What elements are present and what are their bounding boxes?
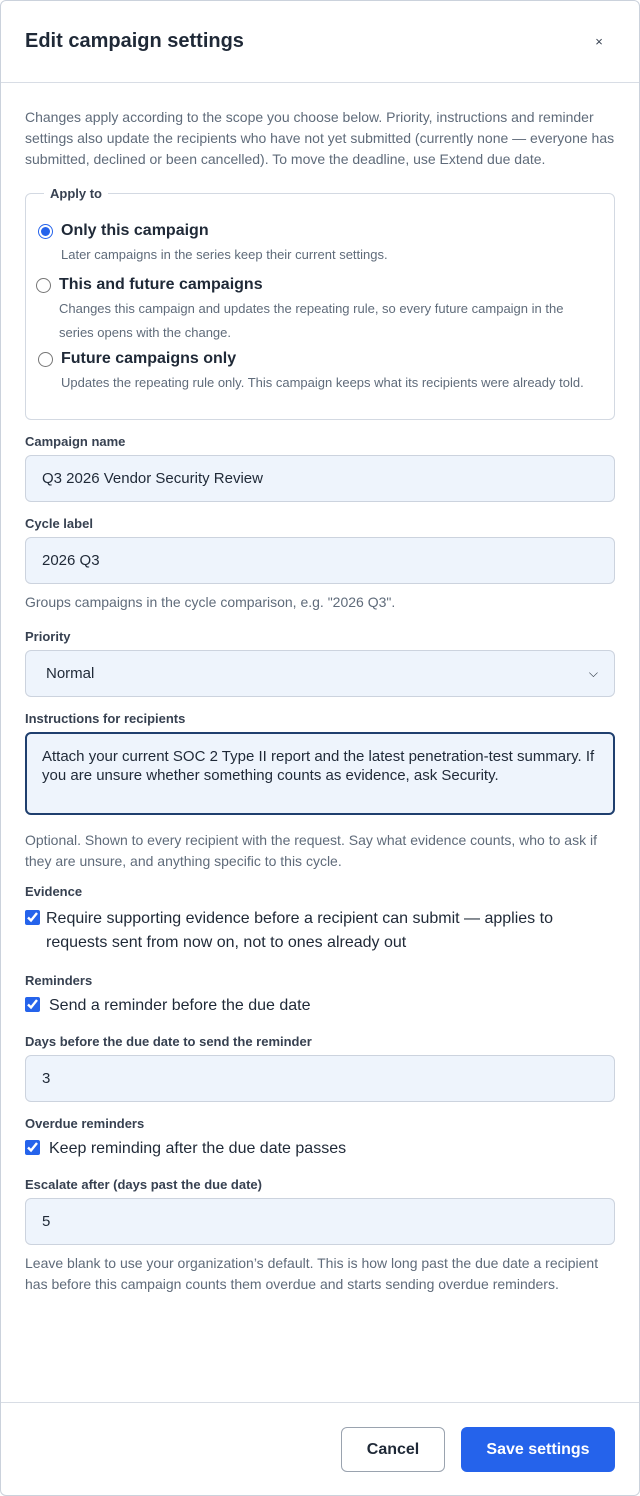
save-settings-button[interactable]: Save settings [461, 1427, 615, 1472]
overdue-group [25, 1116, 615, 1161]
radio-this-and-future[interactable] [36, 278, 51, 293]
campaign-name-input[interactable] [25, 455, 615, 502]
priority-group [25, 629, 615, 697]
days-before-group [25, 1034, 615, 1102]
scope-option-description: Changes this campaign and updates the repeating rule, so every future campaign in the series opens with the change. [59, 301, 564, 340]
dialog-header [1, 1, 639, 83]
evidence-checkbox[interactable] [25, 910, 40, 925]
chevron-down-icon: ⌵ [588, 666, 598, 680]
days-before-input[interactable] [25, 1055, 615, 1102]
priority-selected-value: Normal [46, 665, 95, 682]
overdue-label: Overdue reminders [25, 1116, 145, 1131]
dialog-footer [1, 1402, 639, 1495]
instructions-textarea[interactable] [25, 732, 615, 815]
evidence-checkbox-row[interactable] [25, 907, 615, 955]
evidence-group [25, 884, 615, 955]
cycle-label-label: Cycle label [25, 516, 93, 531]
overdue-checkbox-label: Keep reminding after the due date passes [49, 1140, 347, 1157]
scope-option-future-only[interactable] [38, 349, 600, 395]
campaign-name-label: Campaign name [25, 434, 126, 449]
campaign-name-group [25, 434, 615, 502]
cancel-button[interactable]: Cancel [341, 1427, 445, 1472]
scope-option-this-and-future[interactable] [36, 275, 600, 345]
days-before-label: Days before the due date to send the reminder [25, 1034, 312, 1049]
dialog-body [1, 83, 639, 1295]
radio-future-only[interactable] [38, 352, 53, 367]
cycle-label-group [25, 516, 615, 613]
reminders-group [25, 973, 615, 1018]
priority-select[interactable] [25, 650, 615, 697]
overdue-checkbox[interactable] [25, 1140, 40, 1155]
overdue-checkbox-row[interactable] [25, 1137, 615, 1161]
reminders-checkbox[interactable] [25, 997, 40, 1012]
evidence-label: Evidence [25, 884, 83, 899]
intro-text: Changes apply according to the scope you choose below. Priority, instructions and reminder settings also update the recipients who have not yet submitted (currently none — everyone has submitted, declined or been cancelled). To move the deadline, use Extend due date. [25, 109, 615, 167]
scope-option-only-this[interactable] [38, 221, 600, 267]
escalate-group [25, 1177, 615, 1295]
scope-option-description: Updates the repeating rule only. This campaign keeps what its recipients were already told. [61, 375, 584, 390]
radio-only-this[interactable] [38, 224, 53, 239]
scope-option-label: Future campaigns only [61, 350, 237, 367]
reminders-checkbox-row[interactable] [25, 994, 615, 1018]
instructions-label: Instructions for recipients [25, 711, 186, 726]
escalate-help: Leave blank to use your organization’s default. This is how long past the due date a recipient has before this campaign counts them overdue and starts sending overdue reminders. [25, 1255, 599, 1292]
priority-label: Priority [25, 629, 71, 644]
escalate-input[interactable] [25, 1198, 615, 1245]
evidence-checkbox-label: Require supporting evidence before a recipient can submit — applies to requests sent from now on, not to ones already out [46, 910, 553, 951]
apply-to-fieldset [25, 186, 615, 420]
instructions-help: Optional. Shown to every recipient with the request. Say what evidence counts, who to ask if they are unsure, and anything specific to this cycle. [25, 832, 597, 869]
scope-option-label: Only this campaign [61, 222, 209, 239]
reminders-checkbox-label: Send a reminder before the due date [49, 997, 311, 1014]
scope-option-description: Later campaigns in the series keep their current settings. [61, 247, 388, 262]
close-icon[interactable]: × [589, 32, 609, 52]
cycle-label-help: Groups campaigns in the cycle comparison, e.g. "2026 Q3". [25, 594, 396, 610]
cycle-label-input[interactable] [25, 537, 615, 584]
dialog-title: Edit campaign settings [25, 30, 244, 52]
escalate-label: Escalate after (days past the due date) [25, 1177, 262, 1192]
instructions-group [25, 711, 615, 872]
reminders-label: Reminders [25, 973, 93, 988]
apply-to-legend: Apply to [50, 186, 102, 201]
scope-option-label: This and future campaigns [59, 276, 263, 293]
